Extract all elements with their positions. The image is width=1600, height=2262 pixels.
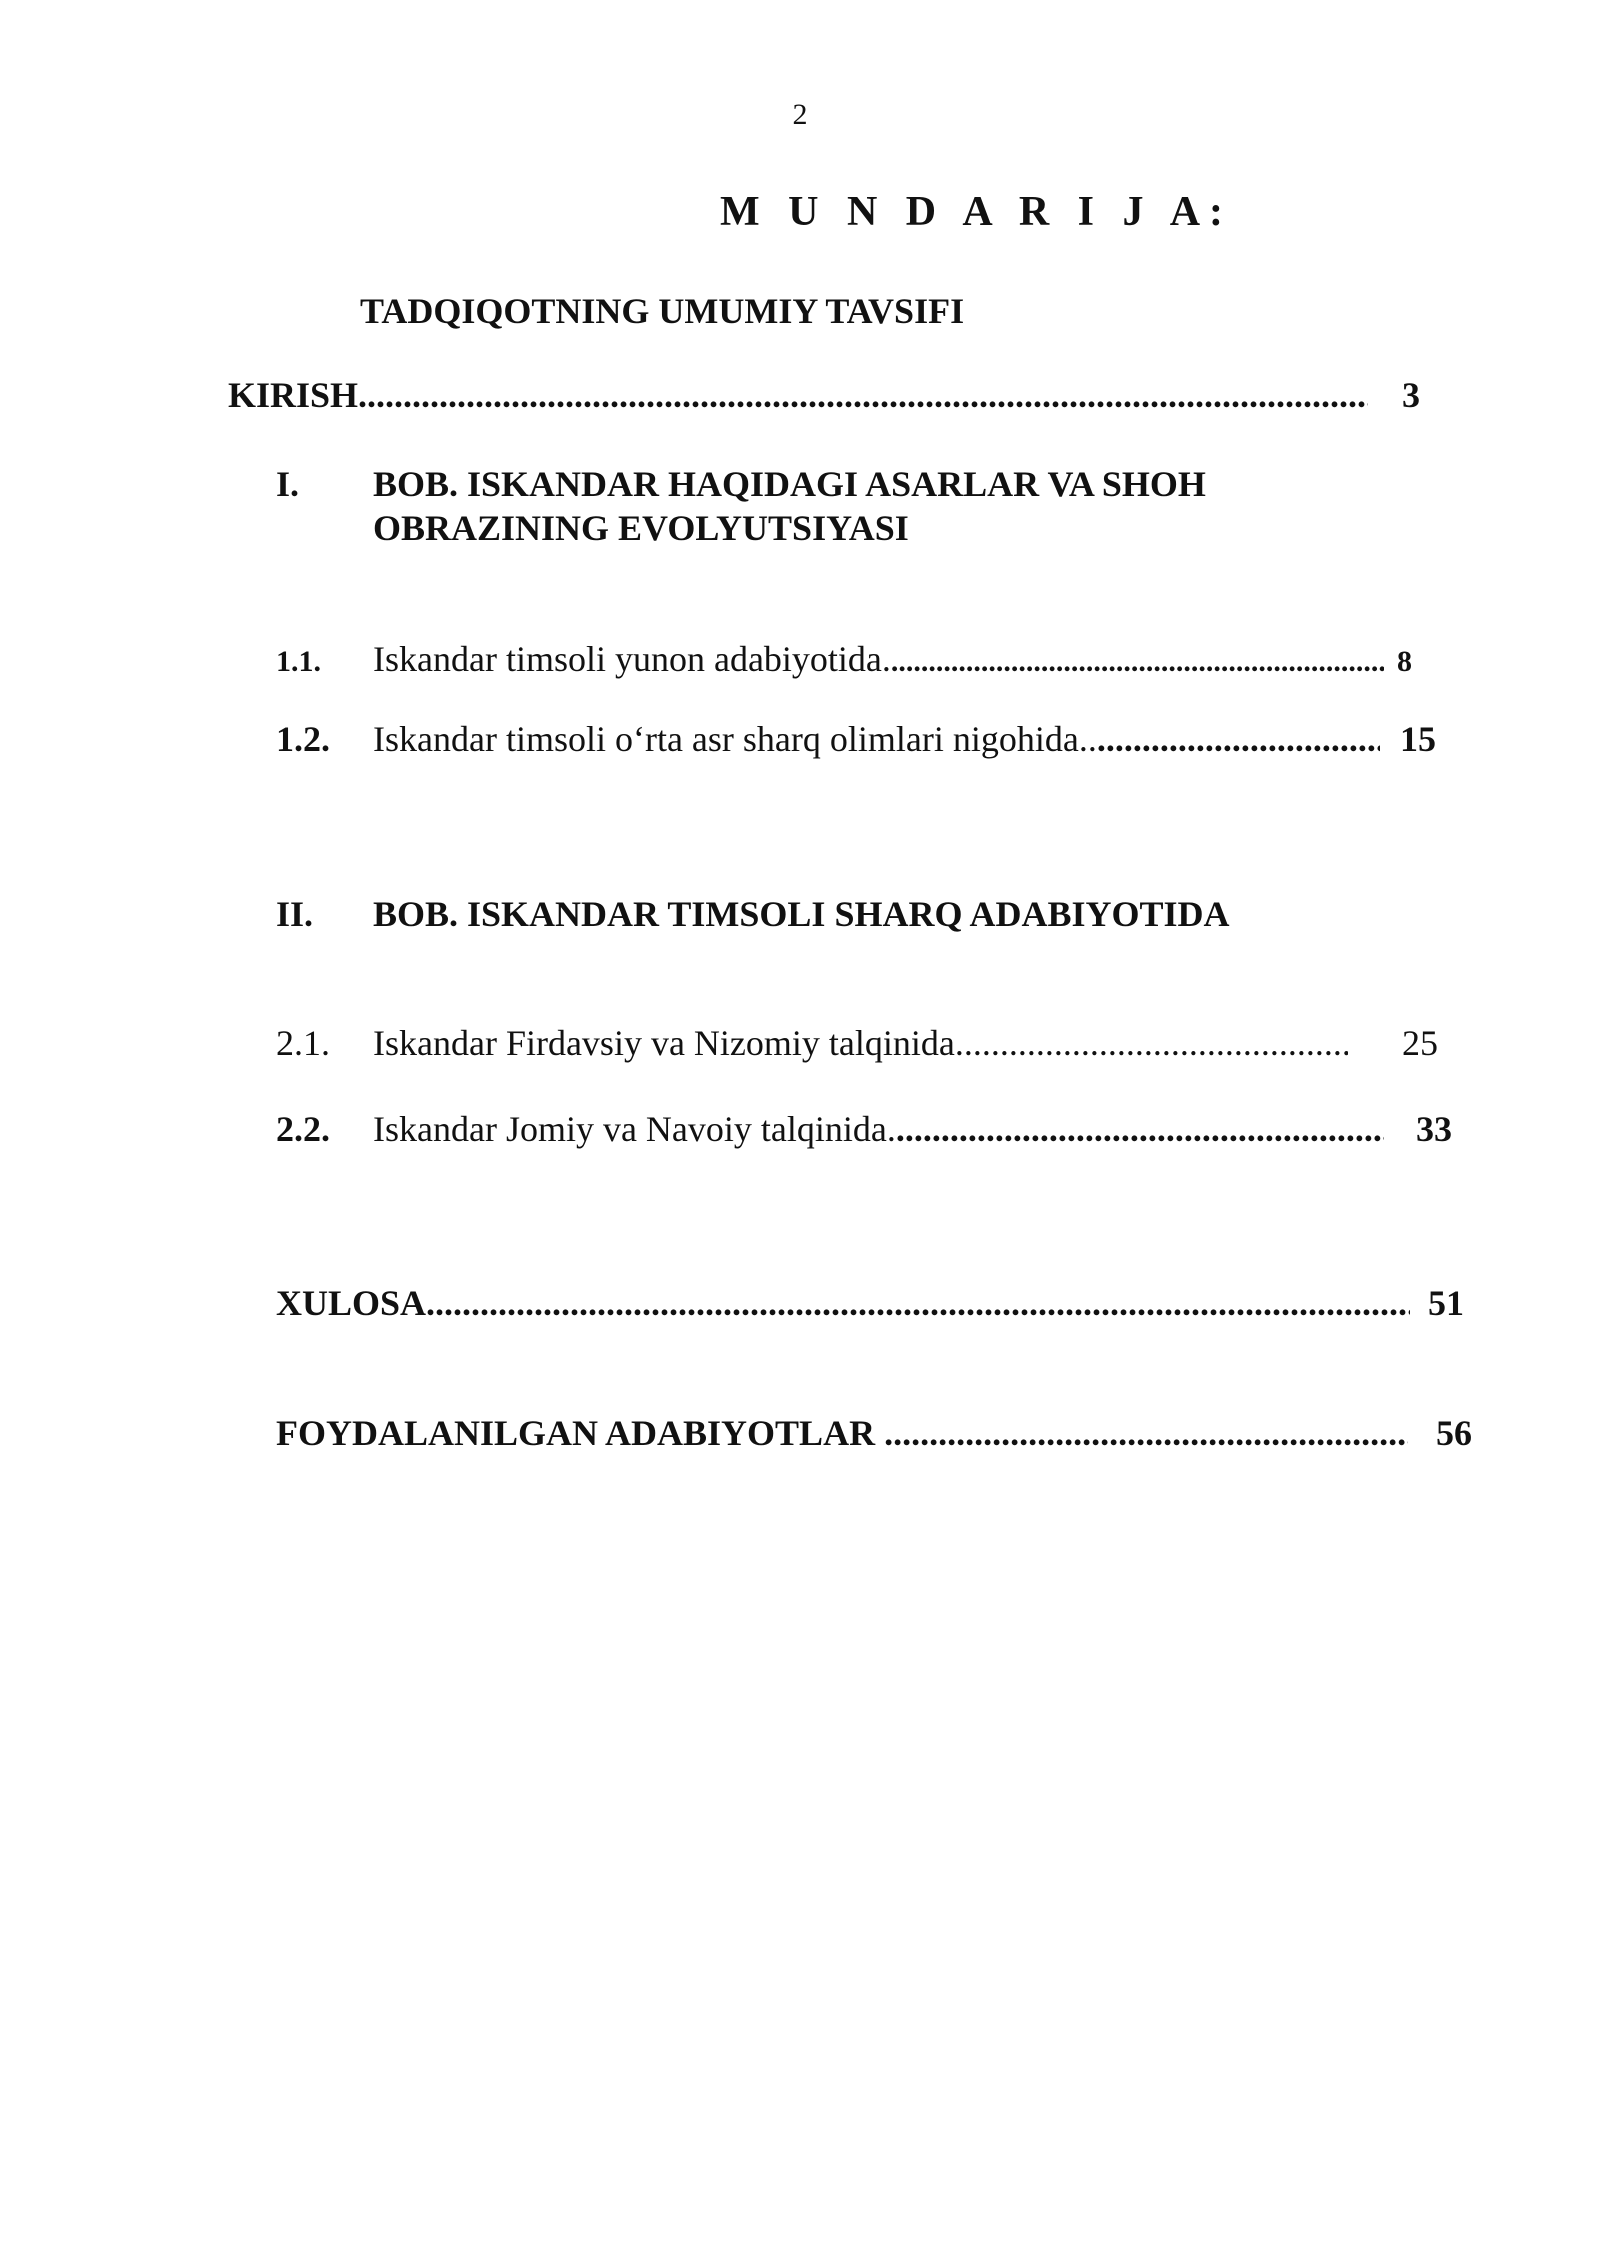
chapter-title: BOB. ISKANDAR TIMSOLI SHARQ ADABIYOTIDA (373, 894, 1230, 934)
toc-leader-dots (1097, 718, 1380, 760)
toc-entry-page: 33 (1416, 1109, 1452, 1149)
toc-entry-page: 3 (1402, 375, 1420, 415)
section-number: 2.2. (276, 1109, 330, 1149)
section-number: 1.2. (276, 719, 330, 759)
toc-entry-conclusion[interactable] (276, 1282, 1464, 1324)
toc-entry-page: 56 (1436, 1413, 1472, 1453)
toc-entry-references[interactable] (276, 1412, 1472, 1454)
toc-entry-label: Iskandar Firdavsiy va Nizomiy talqinida (373, 1023, 955, 1063)
toc-chapter-1[interactable] (276, 462, 1313, 550)
toc-entry-intro[interactable] (228, 374, 1420, 416)
toc-entry-page: 8 (1397, 645, 1412, 678)
toc-leader-dots (426, 1282, 1410, 1324)
toc-entry-label: Iskandar timsoli o‘rta asr sharq olimlari nigohida.. (373, 719, 1097, 759)
toc-entry-label: FOYDALANILGAN ADABIYOTLAR (276, 1413, 885, 1453)
toc-entry-label: XULOSA (276, 1283, 427, 1323)
toc-leader-dots (884, 1412, 1408, 1454)
toc-leader-dots (358, 374, 1368, 416)
section-number: 2.1. (276, 1023, 330, 1063)
toc-leader-dots (896, 1108, 1384, 1150)
toc-subtitle: TADQIQOTNING UMUMIY TAVSIFI (360, 291, 965, 331)
page-number: 2 (792, 98, 808, 131)
toc-entry-page: 51 (1428, 1283, 1464, 1323)
toc-entry-section-1-2[interactable] (276, 718, 1436, 760)
chapter-number: II. (276, 894, 314, 934)
toc-entry-page: 25 (1402, 1023, 1438, 1063)
toc-entry-section-1-1[interactable] (276, 638, 1412, 680)
toc-entry-label: KIRISH (228, 375, 359, 415)
toc-leader-dots (955, 1022, 1348, 1064)
section-number: 1.1. (276, 645, 321, 678)
toc-entry-page: 15 (1400, 719, 1436, 759)
toc-chapter-2[interactable] (276, 892, 1413, 936)
document-title: M U N D A R I J A: (720, 189, 1233, 235)
chapter-title: BOB. ISKANDAR HAQIDAGI ASARLAR VA SHOH OBRAZINING EVOLYUTSIYASI (373, 464, 1206, 548)
toc-entry-section-2-1[interactable] (276, 1022, 1438, 1064)
chapter-number: I. (276, 464, 300, 504)
toc-entry-label: Iskandar timsoli yunon adabiyotida. (373, 639, 891, 679)
toc-entry-label: Iskandar Jomiy va Navoiy talqinida. (373, 1109, 896, 1149)
toc-leader-dots (891, 645, 1384, 679)
toc-entry-section-2-2[interactable] (276, 1108, 1452, 1150)
